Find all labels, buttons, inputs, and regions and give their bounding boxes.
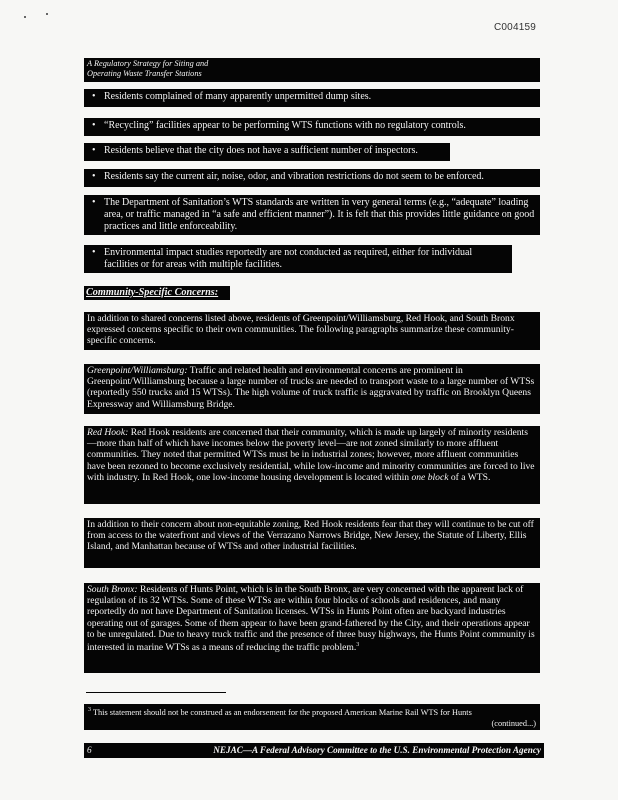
bullet-item (84, 118, 540, 136)
bullet-dot: • (92, 247, 96, 258)
running-header-line1: A Regulatory Strategy for Siting and (87, 59, 209, 68)
bullet-dot: • (92, 171, 96, 182)
bullet-item (84, 89, 540, 107)
greenpoint-label: Greenpoint/Williamsburg: (87, 365, 188, 376)
scan-speck (24, 16, 26, 18)
footer-title: NEJAC—A Federal Advisory Committee to the U.S. Environmental Protection Agency (213, 745, 541, 755)
footnote-reference[interactable]: 3 (356, 642, 360, 649)
intro-paragraph: In addition to shared concerns listed above, residents of Greenpoint/Williamsburg, Red Hook, and South Bronx expressed concerns specific to their own communities. The following paragraphs summarize these community-specific concerns. (84, 312, 540, 350)
footnote-continued: (continued...) (491, 718, 536, 728)
redhook-zoning-paragraph: In addition to their concern about non-equitable zoning, Red Hook residents fear that they will continue to be cut off from access to the waterfront and views of the Verrazano Narrows Bridge, New Jersey, the Statute of Liberty, Ellis Island, and Manhattan because of WTSs and other industrial facilities. (84, 518, 540, 568)
footnote (84, 704, 540, 730)
bullet-text: The Department of Sanitation’s WTS standards are written in very general terms (e.g., “adequate” loading area, or traffic managed in “a safe and efficient manner”). It is felt that this provides little guidance on good practices and little enforceability. (104, 197, 535, 232)
redhook-text-b: of a WTS. (448, 471, 491, 483)
bullet-item (84, 143, 450, 161)
footnote-rule (86, 692, 226, 693)
redhook-emphasis: one block (411, 471, 449, 483)
south-bronx-text: Residents of Hunts Point, which is in the South Bronx, are very concerned with the apparent lack of regulation of its 32 WTSs. Some of these WTSs are within four blocks of schools and residences, and many reportedly do not have Department of Sanitation licenses. WTSs in Hunts Point often are backyard industries operating out of garages. Some of them appear to have been grand-fathered by the City, and their operations appear to be unregulated. Due to heavy truck traffic and the presence of three busy highways, the Hunts Point community is interested in marine WTSs as a means of reducing the traffic problem. (87, 584, 535, 654)
scan-speck (46, 13, 48, 15)
greenpoint-text: Traffic and related health and environmental concerns are prominent in Greenpoint/Williamsburg because a large number of trucks are needed to transport waste to a large number of WTSs (reportedly 550 trucks and 15 WTSs). The high volume of truck traffic is aggravated by traffic on Brooklyn Queens Expressway and Williamsburg Bridge. (87, 365, 535, 410)
redhook-label: Red Hook: (87, 427, 129, 438)
page-footer (84, 743, 544, 758)
header-rule (84, 80, 540, 82)
bullet-dot: • (92, 91, 96, 102)
footnote-marker: 3 (88, 707, 91, 713)
bullet-dot: • (92, 197, 96, 208)
bullet-text: Residents complained of many apparently unpermitted dump sites. (104, 91, 372, 102)
bullet-text: Residents believe that the city does not have a sufficient number of inspectors. (104, 145, 418, 156)
bullet-text: “Recycling” facilities appear to be performing WTS functions with no regulatory controls. (104, 120, 466, 131)
footnote-text: This statement should not be construed as an endorsement for the proposed American Marine Rail WTS for Hunts (91, 707, 472, 717)
running-header-line2: Operating Waste Transfer Stations (87, 68, 202, 78)
section-heading: Community-Specific Concerns: (84, 286, 230, 300)
south-bronx-paragraph (84, 583, 540, 673)
page-number: 6 (87, 745, 92, 755)
redhook-text-a: Red Hook residents are concerned that their community, which is made up largely of minority residents—more than half of which have incomes below the poverty level—are not zoned similarly to more affluent communities. They noted that permitted WTSs must be in industrial zones; however, more affluent communities have been rezoned to become exclusively residential, while low-income and minority communities are forced to live with industry. In Red Hook, one low-income housing development is located within (87, 427, 535, 483)
bullet-dot: • (92, 145, 96, 156)
south-bronx-label: South Bronx: (87, 584, 138, 595)
document-id: C004159 (494, 22, 536, 33)
running-header (84, 58, 540, 80)
bullet-dot: • (92, 120, 96, 131)
bullet-item (84, 245, 512, 273)
bullet-item (84, 195, 540, 235)
greenpoint-paragraph (84, 364, 540, 414)
redhook-paragraph (84, 426, 540, 504)
bullet-text: Residents say the current air, noise, odor, and vibration restrictions do not seem to be enforced. (104, 171, 484, 182)
bullet-item (84, 169, 540, 187)
bullet-text: Environmental impact studies reportedly are not conducted as required, either for individual facilities or for areas with multiple facilities. (104, 247, 473, 270)
